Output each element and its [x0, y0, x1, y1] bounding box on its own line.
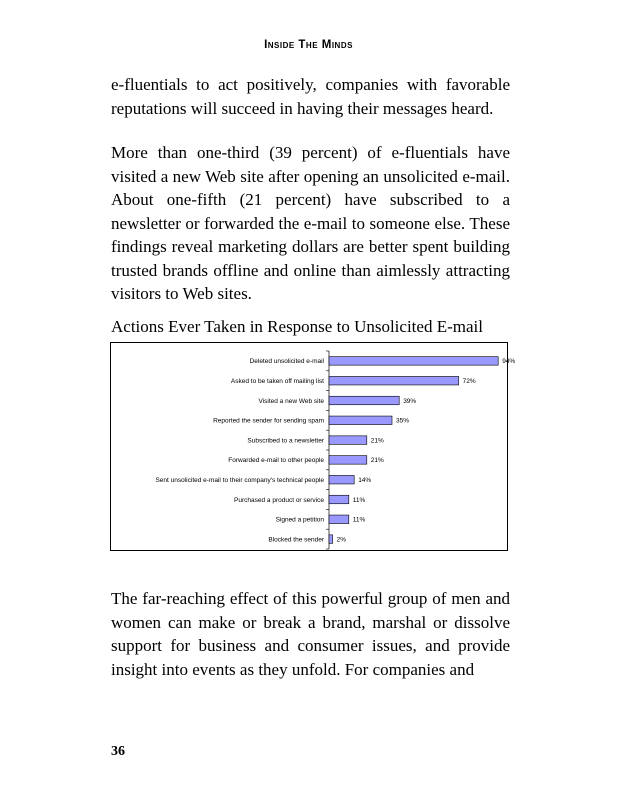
bar	[329, 416, 392, 425]
category-label: Visited a new Web site	[258, 397, 324, 405]
bar	[329, 436, 367, 445]
category-label: Deleted unsolicited e-mail	[249, 358, 324, 366]
chart-caption: Actions Ever Taken in Response to Unsolicited E-mail	[111, 317, 483, 336]
bar	[329, 475, 354, 484]
category-label: Forwarded e-mail to other people	[228, 457, 324, 465]
value-label: 11%	[352, 496, 366, 504]
value-label: 39%	[403, 397, 417, 405]
category-label: Sent unsolicited e-mail to their company's technical people	[155, 477, 324, 484]
paragraph-1: e-fluentials to act positively, companies with favorable reputations will succeed in having their messages heard.	[111, 75, 510, 118]
value-label: 72%	[462, 378, 476, 385]
category-label: Purchased a product or service	[234, 496, 324, 504]
value-label: 14%	[358, 477, 372, 484]
paragraph-3: The far-reaching effect of this powerful group of men and women can make or break a brand, marshal or dissolve support for business and consumer issues, and provide insight into events as they unfold. For companies and	[111, 589, 510, 679]
value-label: 2%	[336, 536, 347, 544]
value-label: 21%	[370, 437, 384, 445]
category-label: Subscribed to a newsletter	[247, 437, 324, 445]
bar	[329, 376, 459, 385]
value-label: 21%	[370, 457, 384, 465]
category-label: Blocked the sender	[268, 536, 324, 544]
bar	[329, 357, 498, 366]
bar	[329, 495, 349, 504]
value-label: 94%	[502, 358, 516, 366]
value-label: 11%	[352, 516, 366, 524]
category-label: Signed a petition	[275, 516, 324, 524]
page-number: 36	[111, 744, 125, 759]
running-head: Inside The Minds	[264, 39, 353, 51]
chart-frame	[110, 342, 516, 551]
bar	[329, 515, 349, 524]
bar	[329, 535, 333, 544]
paragraph-2: More than one-third (39 percent) of e-fluentials have visited a new Web site after opening an unsolicited e-mail. About one-fifth (21 percent) have subscribed to a newsletter or forwarded the e-mail to someone else. These findings reveal marketing dollars are better spent building trusted brands offline and online than aimlessly attracting visitors to Web sites.	[111, 143, 510, 303]
category-label: Reported the sender for sending spam	[213, 417, 324, 425]
bar	[329, 396, 399, 405]
bar-chart	[111, 343, 516, 552]
category-label: Asked to be taken off mailing list	[230, 378, 324, 385]
bar	[329, 456, 367, 465]
value-label: 35%	[396, 417, 410, 425]
